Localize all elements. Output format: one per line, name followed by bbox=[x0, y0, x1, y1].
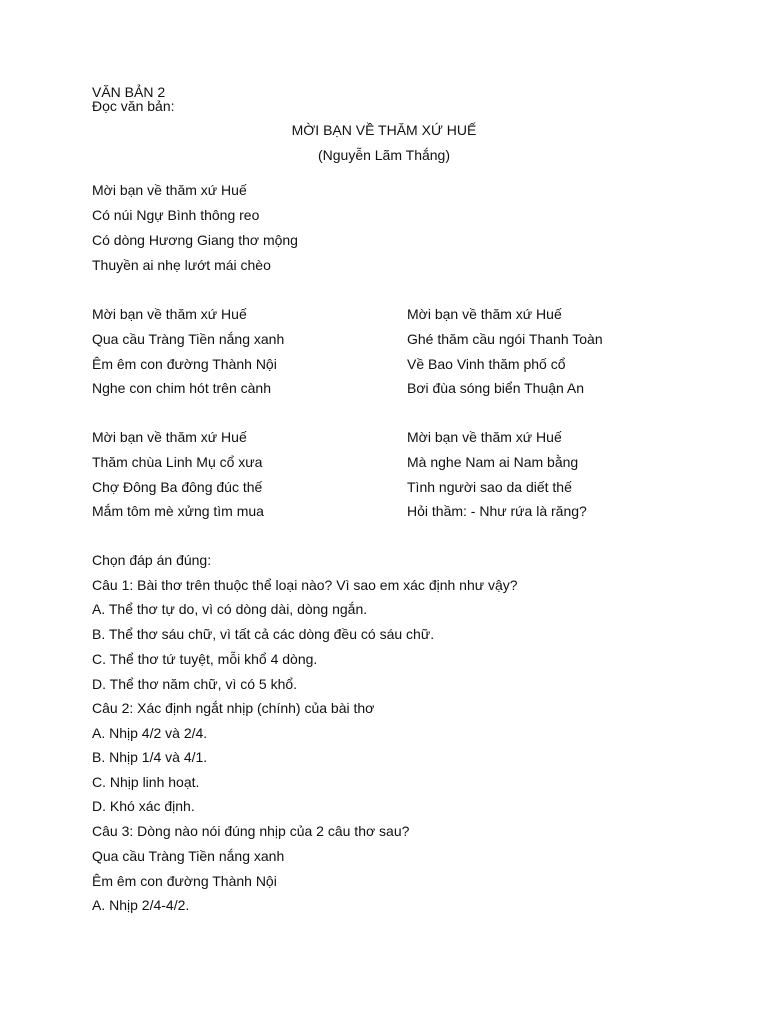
reading-instruction: Đọc văn bản: bbox=[92, 98, 175, 114]
poem-line: Thăm chùa Linh Mụ cổ xưa bbox=[92, 454, 263, 470]
poem-line: Mời bạn về thăm xứ Huế bbox=[407, 429, 562, 445]
document-label: VĂN BẢN 2 bbox=[92, 84, 166, 100]
poem-line: Mời bạn về thăm xứ Huế bbox=[92, 306, 247, 322]
quoted-poem-line: Qua cầu Tràng Tiền nắng xanh bbox=[92, 848, 285, 864]
quoted-poem-line: Êm êm con đường Thành Nội bbox=[92, 873, 277, 889]
poem-line: Mắm tôm mè xửng tìm mua bbox=[92, 503, 264, 519]
poem-line: Thuyền ai nhẹ lướt mái chèo bbox=[92, 257, 271, 273]
answer-option: A. Nhịp 2/4-4/2. bbox=[92, 897, 190, 913]
question-3: Câu 3: Dòng nào nói đúng nhịp của 2 câu thơ sau? bbox=[92, 823, 410, 839]
answer-option: A. Nhịp 4/2 và 2/4. bbox=[92, 725, 208, 741]
poem-line: Hỏi thầm: - Như rứa là răng? bbox=[407, 503, 587, 519]
poem-line: Mà nghe Nam ai Nam bằng bbox=[407, 454, 579, 470]
quiz-heading: Chọn đáp án đúng: bbox=[92, 552, 212, 568]
poem-line: Bơi đùa sóng biển Thuận An bbox=[407, 380, 585, 396]
poem-line: Mời bạn về thăm xứ Huế bbox=[407, 306, 562, 322]
question-2: Câu 2: Xác định ngắt nhịp (chính) của bài thơ bbox=[92, 700, 375, 716]
poem-line: Mời bạn về thăm xứ Huế bbox=[92, 182, 247, 198]
poem-line: Êm êm con đường Thành Nội bbox=[92, 356, 277, 372]
answer-option: A. Thể thơ tự do, vì có dòng dài, dòng ngắn. bbox=[92, 601, 368, 617]
answer-option: C. Nhịp linh hoạt. bbox=[92, 774, 200, 790]
answer-option: D. Khó xác định. bbox=[92, 798, 195, 814]
answer-option: C. Thể thơ tứ tuyệt, mỗi khổ 4 dòng. bbox=[92, 651, 318, 667]
poem-line: Có núi Ngự Bình thông reo bbox=[92, 207, 260, 223]
poem-title: MỜI BẠN VỀ THĂM XỨ HUẾ bbox=[291, 122, 477, 138]
answer-option: B. Thể thơ sáu chữ, vì tất cả các dòng đều có sáu chữ. bbox=[92, 626, 435, 642]
poem-line: Có dòng Hương Giang thơ mộng bbox=[92, 232, 298, 248]
poem-line: Mời bạn về thăm xứ Huế bbox=[92, 429, 247, 445]
question-1: Câu 1: Bài thơ trên thuộc thể loại nào? Vì sao em xác định như vậy? bbox=[92, 577, 518, 593]
answer-option: D. Thể thơ năm chữ, vì có 5 khổ. bbox=[92, 676, 298, 692]
poem-line: Tình người sao da diết thế bbox=[407, 479, 572, 495]
poem-author: (Nguyễn Lãm Thắng) bbox=[317, 147, 451, 163]
poem-line: Ghé thăm cầu ngói Thanh Toàn bbox=[407, 331, 603, 347]
poem-line: Nghe con chim hót trên cành bbox=[92, 380, 271, 396]
poem-line: Về Bao Vinh thăm phố cổ bbox=[407, 356, 566, 372]
answer-option: B. Nhịp 1/4 và 4/1. bbox=[92, 749, 208, 765]
poem-line: Qua cầu Tràng Tiền nắng xanh bbox=[92, 331, 285, 347]
poem-line: Chợ Đông Ba đông đúc thế bbox=[92, 479, 263, 495]
